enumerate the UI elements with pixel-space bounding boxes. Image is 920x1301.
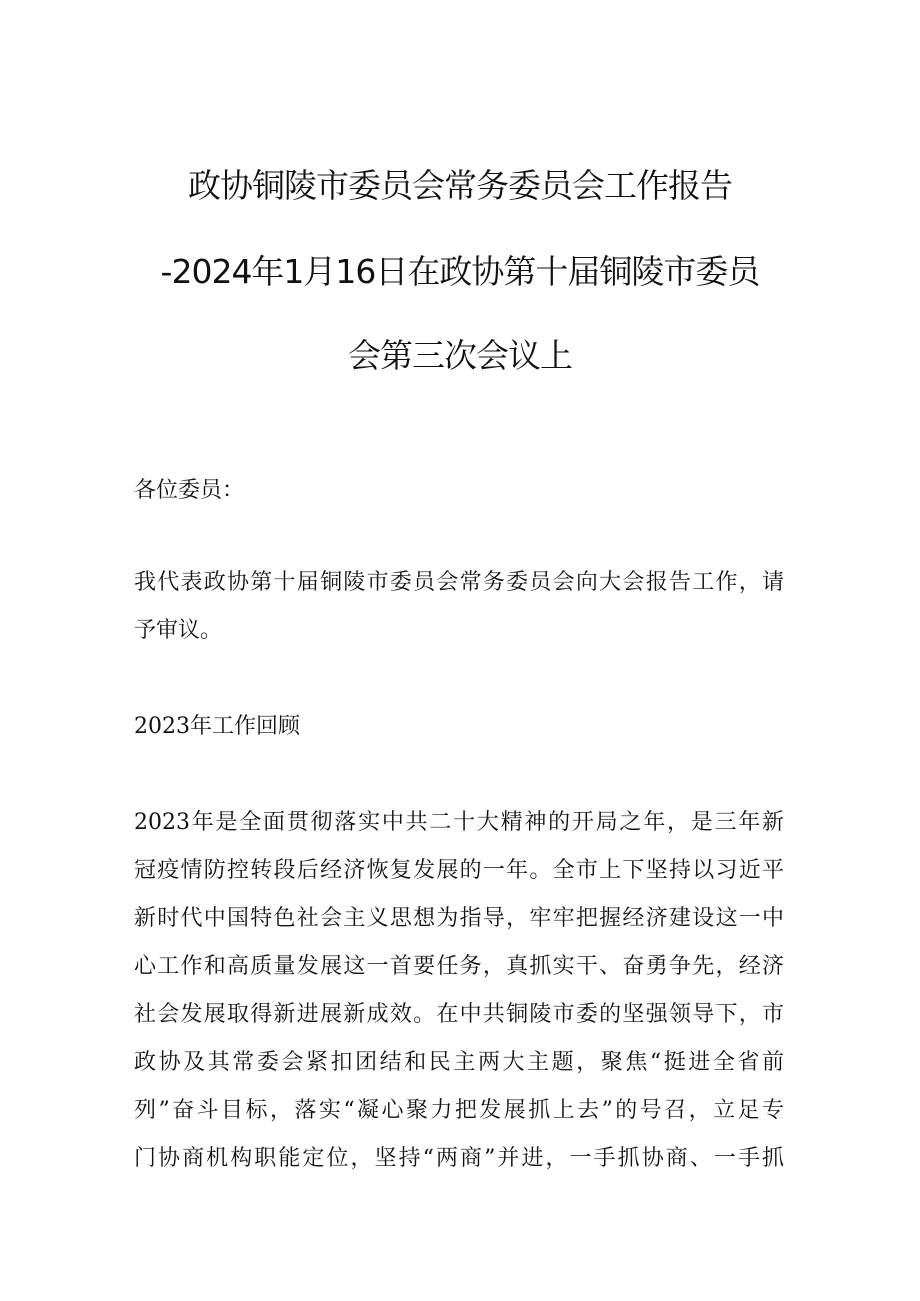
- paragraph-line-2: 冠疫情防控转段后经济恢复发展的一年。全市上下坚持以习近平: [134, 858, 784, 883]
- paragraph-line-4: 心工作和高质量发展这一首要任务，真抓实干、奋勇争先，经济: [134, 954, 784, 979]
- intro-line-1: 我代表政协第十届铜陵市委员会常务委员会向大会报告工作，请: [134, 570, 784, 595]
- salutation: 各位委员：: [134, 478, 245, 503]
- section-heading: 2023年工作回顾: [134, 714, 300, 739]
- intro-line-2: 予审议。: [134, 618, 223, 643]
- paragraph-line-1: 2023年是全面贯彻落实中共二十大精神的开局之年，是三年新: [134, 810, 784, 835]
- paragraph-line-6: 政协及其常委会紧扣团结和民主两大主题，聚焦“挺进全省前: [134, 1050, 784, 1075]
- paragraph-line-3: 新时代中国特色社会主义思想为指导，牢牢把握经济建设这一中: [134, 906, 784, 931]
- paragraph-line-5: 社会发展取得新进展新成效。在中共铜陵市委的坚强领导下，市: [134, 1002, 784, 1027]
- document-title-line-2: -2024年1月16日在政协第十届铜陵市委员: [160, 252, 760, 291]
- paragraph-line-7: 列”奋斗目标，落实“凝心聚力把发展抓上去”的号召，立足专: [134, 1098, 784, 1123]
- paragraph-line-8: 门协商机构职能定位，坚持“两商”并进，一手抓协商、一手抓: [134, 1146, 784, 1171]
- document-title-line-3: 会第三次会议上: [348, 336, 572, 375]
- document-title-line-1: 政协铜陵市委员会常务委员会工作报告: [188, 166, 732, 205]
